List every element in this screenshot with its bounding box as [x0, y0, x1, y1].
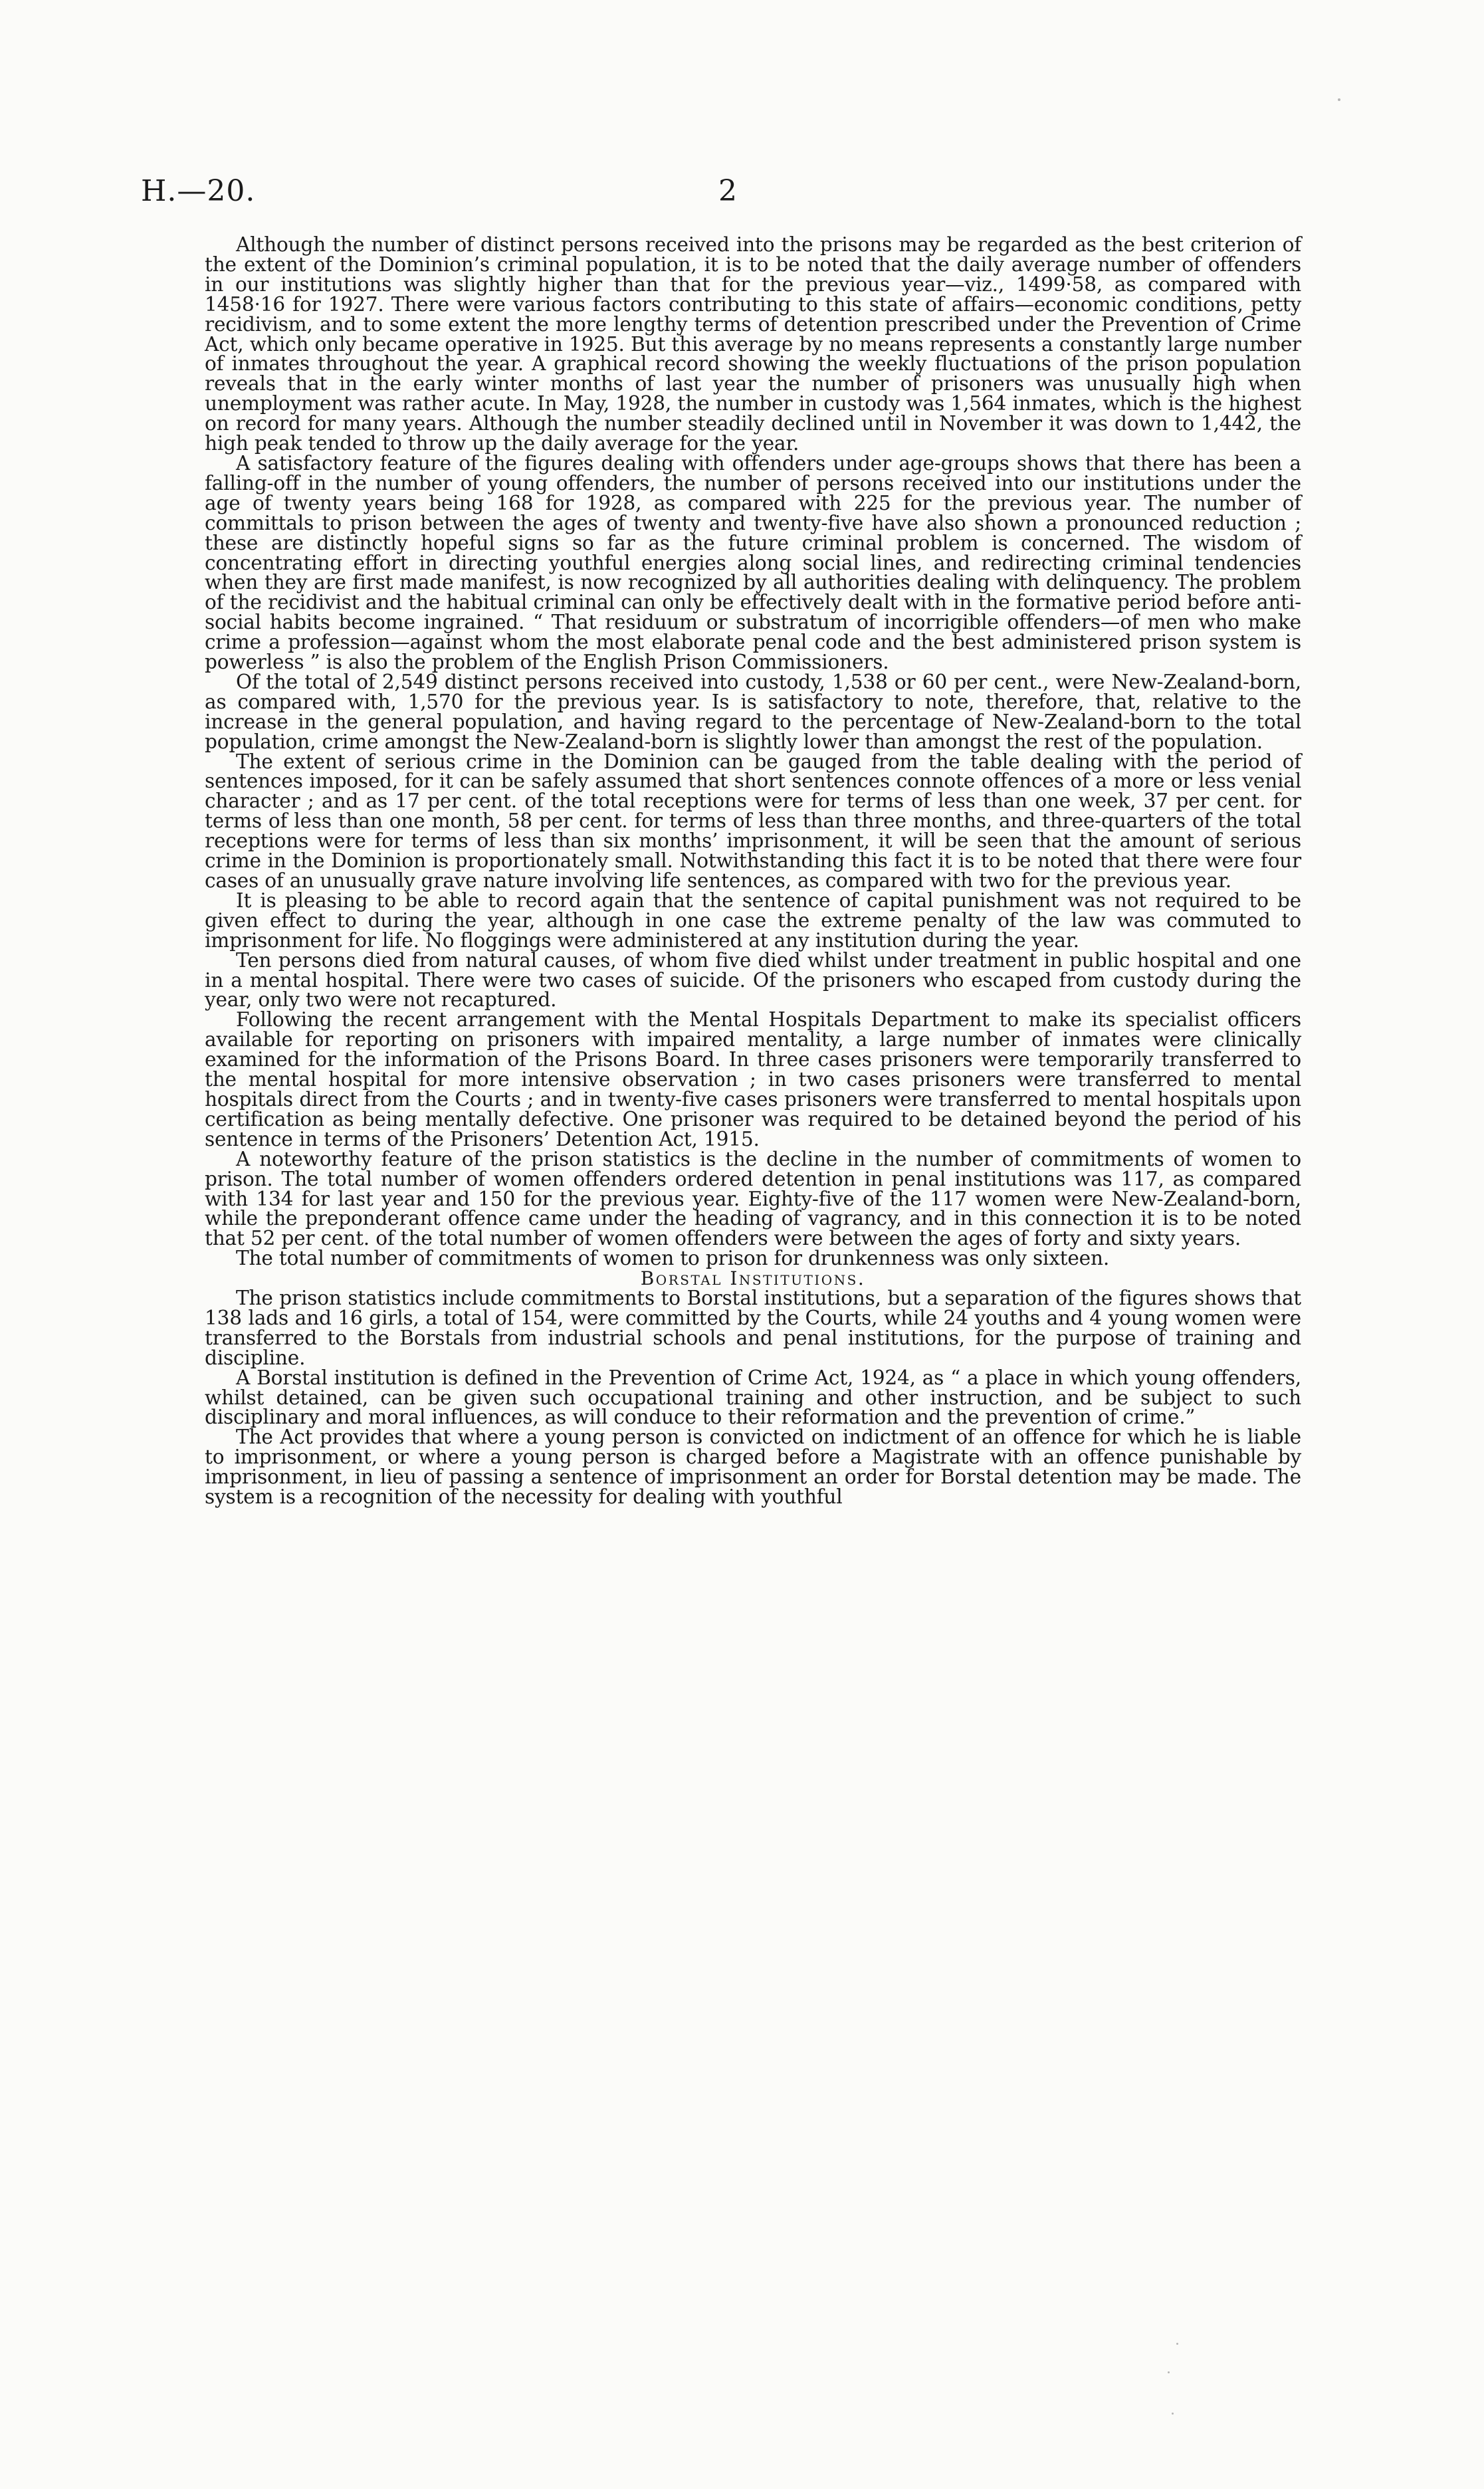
paragraph-borstal-statistics: The prison statistics include commitments to Borstal institutions, but a separation of the figures shows that 138 lads and 16 girls, a total of 154, were committed by the Courts, while 24 youths and 4 young women were transferred to the Borstals from industrial schools and penal institutions, for the purpose of training and discipline.	[205, 1287, 1301, 1369]
paragraph-daily-average: Although the number of distinct persons received into the prisons may be regarded as the best criterion of the extent of the Dominion’s criminal population, it is to be noted that the daily average number of offenders in our institutions was slightly higher than that for the previous year—viz., 1499·58, as compared with 1458·16 for 1927. There were various factors contributing to this state of affairs—economic conditions, petty recidivism, and to some extent the more lengthy terms of detention prescribed under the Prevention of Crime Act, which only became operative in 1925. But this average by no means represents a constantly large number of inmates throughout the year. A graphical record showing the weekly fluctuations of the prison population reveals that in the early winter months of last year the number of prisoners was unusually high when unemployment was rather acute. In May, 1928, the number in custody was 1,564 inmates, which is the highest on record for many years. Although the number steadily declined until in November it was down to 1,442, the high peak tended to throw up the daily average for the year.	[205, 233, 1301, 455]
document-code: H.—20.	[141, 174, 256, 208]
paragraph-borstal-act: The Act provides that where a young person is convicted on indictment of an offence for which he is liable to imprisonment, or where a young person is charged before a Magistrate with an offence punishable by imprisonment, in lieu of passing a sentence of imprisonment an order for Borstal detention may be made. The system is a recognition of the necessity for dealing with youthful	[205, 1426, 1301, 1509]
scan-speck	[1172, 2413, 1174, 2415]
paragraph-deaths-escapes: Ten persons died from natural causes, of whom five died whilst under treatment in public hospital and one in a mental hospital. There were two cases of suicide. Of the prisoners who escaped from custody during the year, only two were not recaptured.	[205, 948, 1301, 1012]
paragraph-borstal-definition: A Borstal institution is defined in the Prevention of Crime Act, 1924, as “ a place in which young offenders, whilst detained, can be given such occupational training and other instruction, and be subject to such disciplinary and moral influences, as will conduce to their reformation and the prevention of crime.”	[205, 1366, 1301, 1429]
scan-speck	[1176, 2343, 1178, 2345]
paragraph-new-zealand-born: Of the total of 2,549 distinct persons received into custody, 1,538 or 60 per cent., were New-Zealand-born, as compared with, 1,570 for the previous year. Is is satisfactory to note, therefore, that, relative to the increase in the general population, and having regard to the percentage of New-Zealand-born to the total population, crime amongst the New-Zealand-born is slightly lower than amongst the rest of the population.	[205, 670, 1301, 753]
paragraph-capital-punishment: It is pleasing to be able to record again that the sentence of capital punishment was not required to be given effect to during the year, although in one case the extreme penalty of the law was commuted to imprisonment for life. No floggings were administered at any institution during the year.	[205, 889, 1301, 952]
running-head	[141, 174, 1304, 214]
paragraph-young-offenders: A satisfactory feature of the figures dealing with offenders under age-groups shows that there has been a falling-off in the number of young offenders, the number of persons received into our institutions under the age of twenty years being 168 for 1928, as compared with 225 for the previous year. The number of committals to prison between the ages of twenty and twenty-five have also shown a pronounced reduction ; these are distinctly hopeful signs so far as the future criminal problem is concerned. The wisdom of concentrating effort in directing youthful energies along social lines, and redirecting criminal tendencies when they are first made manifest, is now recognized by all authorities dealing with delinquency. The problem of the recidivist and the habitual criminal can only be effectively dealt with in the formative period before anti-social habits become ingrained. “ That residuum or substratum of incorrigible offenders—of men who make crime a profession—against whom the most elaborate penal code and the best administered prison system is powerless ” is also the problem of the English Prison Commissioners.	[205, 451, 1301, 674]
section-heading-borstal: Borstal Institutions.	[640, 1267, 866, 1290]
paragraph-serious-crime: The extent of serious crime in the Dominion can be gauged from the table dealing with the period of sentences imposed, for it can be safely assumed that short sentences connote offences of a more or less venial character ; and as 17 per cent. of the total receptions were for terms of less than one week, 37 per cent. for terms of less than one month, 58 per cent. for terms of less than three months, and three-quarters of the total receptions were for terms of less than six months’ imprisonment, it will be seen that the amount of serious crime in the Dominion is proportionately small. Notwithstanding this fact it is to be noted that there were four cases of an unusually grave nature involving life sentences, as compared with two for the previous year.	[205, 750, 1301, 892]
page-number: 2	[718, 174, 737, 208]
scan-speck	[1338, 98, 1340, 101]
body-text	[205, 235, 1301, 1507]
paragraph-drunkenness: The total number of commitments of women to prison for drunkenness was only sixteen.	[236, 1247, 1110, 1270]
paragraph-mental-hospitals: Following the recent arrangement with the Mental Hospitals Department to make its specialist officers available for reporting on prisoners with impaired mentality, a large number of inmates were clinically examined for the information of the Prisons Board. In three cases prisoners were temporarily transferred to the mental hospital for more intensive observation ; in two cases prisoners were transferred to mental hospitals direct from the Courts ; and in twenty-five cases prisoners were transferred to mental hospitals upon certification as being mentally defective. One prisoner was required to be detained beyond the period of his sentence in terms of the Prisoners’ Detention Act, 1915.	[205, 1008, 1301, 1150]
paragraph-women-offenders: A noteworthy feature of the prison statistics is the decline in the number of commitments of women to prison. The total number of women offenders ordered detention in penal institutions was 117, as compared with 134 for last year and 150 for the previous year. Eighty-five of the 117 women were New-Zealand-born, while the preponderant offence came under the heading of vagrancy, and in this connection it is to be noted that 52 per cent. of the total number of women offenders were between the ages of forty and sixty years.	[205, 1147, 1301, 1250]
scan-speck	[1168, 2371, 1170, 2373]
